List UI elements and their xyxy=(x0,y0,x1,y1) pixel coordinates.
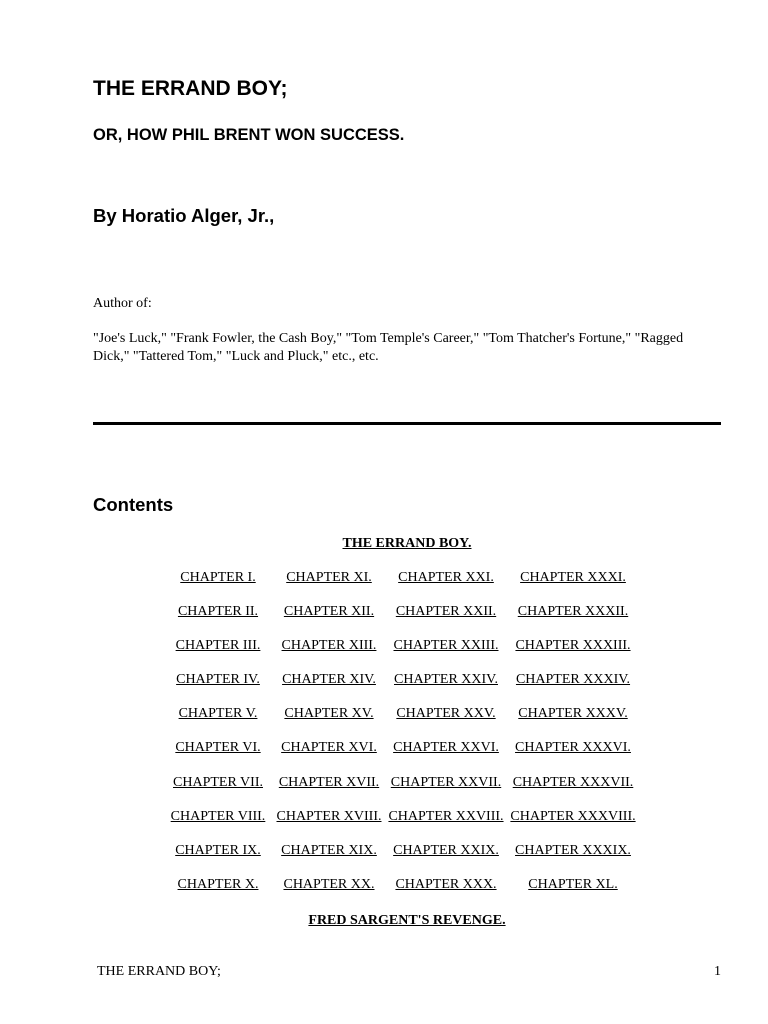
chapter-cell xyxy=(270,807,388,825)
chapter-link[interactable]: CHAPTER XIII. xyxy=(281,638,377,654)
chapter-link[interactable]: CHAPTER XXXIV. xyxy=(515,672,631,688)
chapter-link[interactable]: CHAPTER XV. xyxy=(284,706,374,722)
chapter-cell xyxy=(504,807,642,825)
chapter-cell xyxy=(166,807,270,825)
chapter-link[interactable]: CHAPTER XVII. xyxy=(278,774,380,790)
chapter-cell xyxy=(270,841,388,859)
chapter-cell xyxy=(166,841,270,859)
chapter-link[interactable]: CHAPTER XX. xyxy=(283,876,375,892)
page-number: 1 xyxy=(714,964,721,979)
chapter-link[interactable]: CHAPTER XXV. xyxy=(396,706,496,722)
chapter-cell xyxy=(388,602,504,620)
chapter-cell xyxy=(166,670,270,688)
chapter-link[interactable]: CHAPTER XXIX. xyxy=(393,842,499,858)
author-of-label: Author of: xyxy=(93,296,152,311)
chapter-cell xyxy=(270,738,388,756)
contents-heading: Contents xyxy=(93,494,174,515)
chapter-link[interactable]: CHAPTER XIX. xyxy=(281,842,377,858)
chapter-link[interactable]: CHAPTER XI. xyxy=(286,570,372,585)
chapter-cell xyxy=(270,602,388,620)
chapter-cell xyxy=(270,875,388,893)
chapter-cell xyxy=(270,704,388,722)
chapter-cell xyxy=(388,636,504,654)
chapter-link[interactable]: CHAPTER XVI. xyxy=(281,740,377,756)
chapter-link[interactable]: CHAPTER XXXI. xyxy=(520,570,626,585)
chapter-cell xyxy=(388,841,504,859)
chapter-link[interactable]: CHAPTER XXVI. xyxy=(393,740,499,756)
book-subtitle: OR, HOW PHIL BRENT WON SUCCESS. xyxy=(93,126,405,144)
chapter-link[interactable]: CHAPTER XXVII. xyxy=(390,774,502,790)
chapter-cell xyxy=(504,875,642,893)
chapter-link[interactable]: CHAPTER VIII. xyxy=(170,808,266,824)
chapter-link[interactable]: CHAPTER XIV. xyxy=(282,672,376,688)
chapter-link[interactable]: CHAPTER XXX. xyxy=(395,876,497,892)
chapter-link[interactable]: CHAPTER XXXII. xyxy=(517,604,629,620)
chapter-cell xyxy=(166,602,270,620)
running-title: THE ERRAND BOY; xyxy=(97,964,221,979)
chapter-link[interactable]: CHAPTER XXXIII. xyxy=(515,638,631,654)
chapter-cell xyxy=(388,875,504,893)
chapter-link[interactable]: CHAPTER XXII. xyxy=(395,604,497,620)
chapter-link[interactable]: CHAPTER I. xyxy=(180,570,256,585)
chapter-cell xyxy=(504,602,642,620)
chapter-link[interactable]: CHAPTER XXXVI. xyxy=(515,740,631,756)
chapter-cell xyxy=(388,670,504,688)
chapter-cell xyxy=(388,738,504,756)
chapter-link[interactable]: CHAPTER II. xyxy=(177,604,259,620)
book-link-row xyxy=(93,534,721,553)
chapter-link[interactable]: CHAPTER VII. xyxy=(173,774,263,790)
chapter-link[interactable]: CHAPTER XXIV. xyxy=(394,672,498,688)
chapter-link[interactable]: CHAPTER IX. xyxy=(175,842,261,858)
chapter-cell xyxy=(166,636,270,654)
author-byline: By Horatio Alger, Jr., xyxy=(93,205,275,226)
chapter-cell xyxy=(504,636,642,654)
chapter-cell xyxy=(388,568,504,586)
chapter-link[interactable]: CHAPTER VI. xyxy=(175,740,261,756)
chapter-cell xyxy=(270,773,388,791)
chapter-link[interactable]: CHAPTER XXIII. xyxy=(393,638,499,654)
chapter-cell xyxy=(504,568,642,586)
chapter-cell xyxy=(270,636,388,654)
horizontal-rule xyxy=(93,422,721,425)
chapter-link[interactable]: CHAPTER X. xyxy=(177,876,259,892)
book-title: THE ERRAND BOY; xyxy=(93,77,288,100)
book-link-fred-sargent[interactable]: FRED SARGENT'S REVENGE. xyxy=(308,913,506,928)
chapter-cell xyxy=(504,841,642,859)
chapter-link[interactable]: CHAPTER XL. xyxy=(528,876,618,892)
chapter-cell xyxy=(388,773,504,791)
sequel-link-row xyxy=(93,911,721,930)
chapter-link[interactable]: CHAPTER V. xyxy=(178,706,258,722)
chapter-cell xyxy=(166,875,270,893)
chapter-link-grid xyxy=(166,568,642,893)
chapter-link[interactable]: CHAPTER XXVIII. xyxy=(388,808,504,824)
other-works-list: "Joe's Luck," "Frank Fowler, the Cash Boy," "Tom Temple's Career," "Tom Thatcher's Fortune," "Ragged Dick," "Tattered Tom," "Luck and Pluck," etc., etc. xyxy=(93,331,684,364)
chapter-cell xyxy=(166,738,270,756)
chapter-cell xyxy=(504,670,642,688)
book-link-errand-boy[interactable]: THE ERRAND BOY. xyxy=(342,536,472,551)
chapter-link[interactable]: CHAPTER XXXV. xyxy=(518,706,628,722)
chapter-cell xyxy=(504,773,642,791)
chapter-cell xyxy=(166,568,270,586)
chapter-link[interactable]: CHAPTER XXXIX. xyxy=(515,842,631,858)
chapter-cell xyxy=(504,738,642,756)
chapter-link[interactable]: CHAPTER XXXVII. xyxy=(512,774,634,790)
chapter-cell xyxy=(166,773,270,791)
chapter-cell xyxy=(270,670,388,688)
chapter-cell xyxy=(388,704,504,722)
chapter-cell xyxy=(504,704,642,722)
chapter-link[interactable]: CHAPTER XXI. xyxy=(398,570,494,585)
chapter-link[interactable]: CHAPTER XVIII. xyxy=(276,808,382,824)
chapter-link[interactable]: CHAPTER XII. xyxy=(283,604,375,620)
chapter-link[interactable]: CHAPTER III. xyxy=(175,638,261,654)
chapter-link[interactable]: CHAPTER IV. xyxy=(176,672,260,688)
chapter-cell xyxy=(388,807,504,825)
chapter-link[interactable]: CHAPTER XXXVIII. xyxy=(510,808,636,824)
chapter-cell xyxy=(166,704,270,722)
chapter-cell xyxy=(270,568,388,586)
